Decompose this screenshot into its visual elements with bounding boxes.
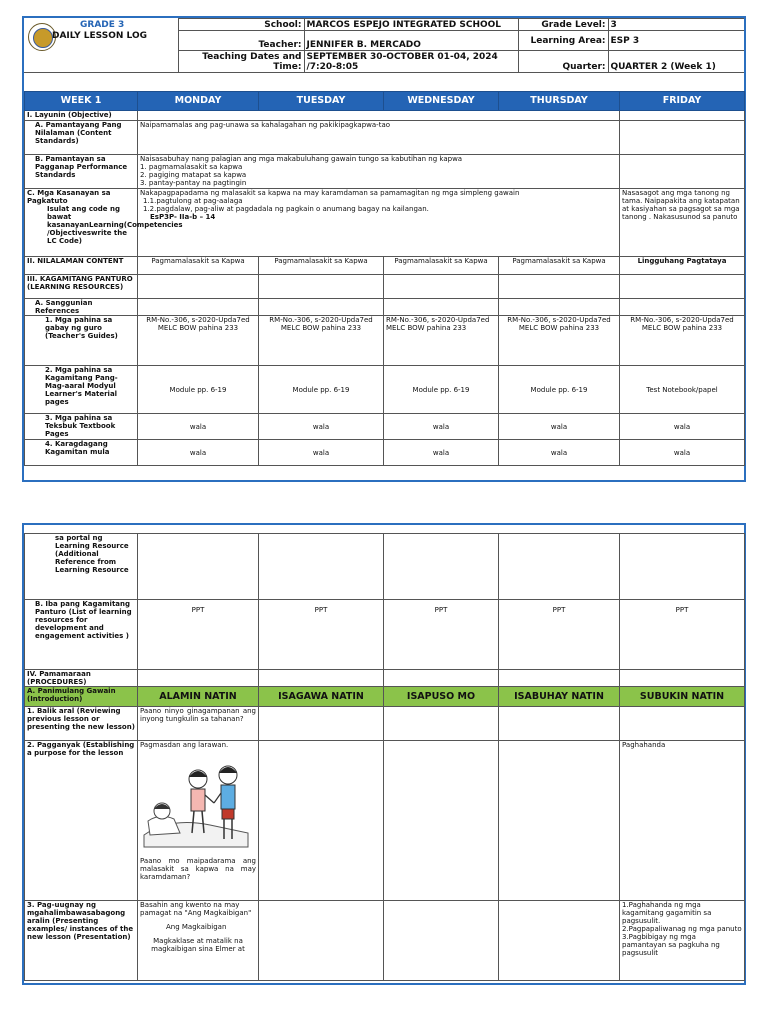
procedures-label: IV. Pamamaraan (PROCEDURES) <box>25 670 138 687</box>
learners-material-wednesday: Module pp. 6-19 <box>384 366 499 414</box>
thursday-header: THURSDAY <box>499 92 620 111</box>
additional-thursday: wala <box>499 440 620 466</box>
lesson-log-page-2 <box>22 523 746 985</box>
teachers-guide-tuesday: RM-No.-306, s-2020-Upda7ed MELC BOW pahina 233 <box>259 316 384 366</box>
competencies-text: Nakapagpapadama ng malasakit sa kapwa na may karamdaman sa pamamagitan ng mga simpleng gawain <box>140 189 520 197</box>
school-value: MARCOS ESPEJO INTEGRATED SCHOOL <box>304 19 518 31</box>
presentation-friday-item: 3.Pagbibigay ng mga pamantayan sa pagkuha ng pagsusulit <box>622 933 720 957</box>
additional-monday: wala <box>138 440 259 466</box>
teachers-guide-wednesday: RM-No.-306, s-2020-Upda7ed MELC BOW pahina 233 <box>384 316 499 366</box>
dates-label: Teaching Dates and Time: <box>178 51 304 73</box>
performance-item: 3. pantay-pantay na pagtingin <box>140 179 247 187</box>
motivation-friday: Paghahanda <box>620 741 745 901</box>
competencies-sub: Isulat ang code ng bawat kasanayanLearning(Competencies /Objectiveswrite the LC Code) <box>47 205 183 245</box>
content-standards-text: Naipamamalas ang pag-unawa sa kahalagahan ng pakikipagkapwa-tao <box>138 121 620 155</box>
resources-label: III. KAGAMITANG PANTURO (LEARNING RESOURCES) <box>25 275 138 299</box>
performance-item: 1. pagmamalasakit sa kapwa <box>140 163 243 171</box>
story-title: Ang Magkaibigan <box>166 923 227 931</box>
performance-item: 2. pagiging matapat sa kapwa <box>140 171 247 179</box>
title-cell <box>24 19 178 73</box>
teachers-guide-thursday: RM-No.-306, s-2020-Upda7ed MELC BOW pahina 233 <box>499 316 620 366</box>
performance-standards-text: Naisasabuhay nang palagian ang mga makabuluhang gawain tungo sa kabutihan ng kapwa <box>140 155 463 163</box>
learning-area-label: Learning Area: <box>518 31 608 51</box>
lesson-table-page-2 <box>24 533 745 981</box>
competencies-label: C. Mga Kasanayan sa Pagkatuto <box>27 189 111 205</box>
presentation-friday <box>620 901 745 981</box>
content-friday: Lingguhang Pagtataya <box>620 257 745 275</box>
teacher-value: JENNIFER B. MERCADO <box>304 31 518 51</box>
grade-title: GRADE 3 <box>80 19 125 30</box>
learners-material-friday: Test Notebook/papel <box>620 366 745 414</box>
content-thursday: Pagmamalasakit sa Kapwa <box>499 257 620 275</box>
review-monday: Paano ninyo ginagampanan ang inyong tungkulin sa tahanan? <box>138 707 259 741</box>
competencies-item: 1.1.pagtulong at pag-aalaga <box>143 197 243 205</box>
presentation-instruction: Basahin ang kwento na may pamagat na "Ang Magkaibigan" <box>140 901 252 917</box>
teachers-guide-monday: RM-No.-306, s-2020-Upda7ed MELC BOW pahina 233 <box>138 316 259 366</box>
content-wednesday: Pagmamalasakit sa Kapwa <box>384 257 499 275</box>
friday-header: FRIDAY <box>620 92 745 111</box>
learning-area-value: ESP 3 <box>608 31 744 51</box>
other-resources-thursday: PPT <box>499 600 620 670</box>
teachers-guide-friday: RM-No.-306, s-2020-Upda7ed MELC BOW pahina 233 <box>620 316 745 366</box>
presentation-label: 3. Pag-uugnay ng mgahalimbawasabagong aralin (Presenting examples/ instances of the new lesson (Presentation) <box>25 901 138 981</box>
textbook-friday: wala <box>620 414 745 440</box>
sick-friend-illustration <box>140 755 252 851</box>
introduction-label: A. Panimulang Gawain (Introduction) <box>25 687 138 707</box>
learners-material-thursday: Module pp. 6-19 <box>499 366 620 414</box>
additional-materials-cont: sa portal ng Learning Resource (Additional Reference from Learning Resource <box>25 534 138 600</box>
motivation-question: Paano mo maipadarama ang malasakit sa kapwa na may karamdaman? <box>140 857 256 881</box>
grade-level-label: Grade Level: <box>518 19 608 31</box>
competency-code: EsP3P- IIa-b – 14 <box>150 213 216 221</box>
other-resources-wednesday: PPT <box>384 600 499 670</box>
presentation-monday <box>138 901 259 981</box>
alamin-natin-header: ALAMIN NATIN <box>138 687 259 707</box>
competencies-friday: Nasasagot ang mga tanong ng tama. Naipapakita ang katapatan at kasiyahan sa pagsagot sa mga tanong . Nakasusunod sa panuto <box>620 189 745 257</box>
textbook-pages-label: 3. Mga pahina sa Teksbuk Textbook Pages <box>25 414 138 440</box>
lesson-log-page-1 <box>22 16 746 482</box>
content-monday: Pagmamalasakit sa Kapwa <box>138 257 259 275</box>
additional-wednesday: wala <box>384 440 499 466</box>
learners-material-label: 2. Mga pahina sa Kagamitang Pang-Mag-aaral Modyul Learner's Material pages <box>25 366 138 414</box>
motivation-label: 2. Pagganyak (Establishing a purpose for the lesson <box>25 741 138 901</box>
other-resources-monday: PPT <box>138 600 259 670</box>
motivation-instruction: Pagmasdan ang larawan. <box>140 741 229 749</box>
competencies-text-cell <box>138 189 620 257</box>
content-label: II. NILALAMAN CONTENT <box>25 257 138 275</box>
school-label: School: <box>178 19 304 31</box>
additional-tuesday: wala <box>259 440 384 466</box>
subukin-natin-header: SUBUKIN NATIN <box>620 687 745 707</box>
tuesday-header: TUESDAY <box>259 92 384 111</box>
story-text: Magkaklase at matalik na magkaibigan sina Elmer at <box>151 937 245 953</box>
competencies-item: 1.2.pagdalaw, pag-aliw at pagdadala ng pagkain o anumang bagay na kailangan. <box>143 205 429 213</box>
content-standards-label: A. Pamantayang Pang Nilalaman (Content Standards) <box>25 121 138 155</box>
isabuhay-natin-header: ISABUHAY NATIN <box>499 687 620 707</box>
learners-material-tuesday: Module pp. 6-19 <box>259 366 384 414</box>
textbook-tuesday: wala <box>259 414 384 440</box>
monday-header: MONDAY <box>138 92 259 111</box>
additional-materials-label: 4. Karagdagang Kagamitan mula <box>25 440 138 466</box>
textbook-thursday: wala <box>499 414 620 440</box>
learners-material-monday: Module pp. 6-19 <box>138 366 259 414</box>
performance-standards-cell <box>138 155 620 189</box>
wednesday-header: WEDNESDAY <box>384 92 499 111</box>
quarter-value: QUARTER 2 (Week 1) <box>608 51 744 73</box>
isagawa-natin-header: ISAGAWA NATIN <box>259 687 384 707</box>
content-tuesday: Pagmamalasakit sa Kapwa <box>259 257 384 275</box>
isapuso-mo-header: ISAPUSO MO <box>384 687 499 707</box>
objective-heading: I. Layunin (Objective) <box>25 111 138 121</box>
performance-standards-label: B. Pamantayan sa Pagganap Performance Standards <box>25 155 138 189</box>
textbook-wednesday: wala <box>384 414 499 440</box>
grade-level-value: 3 <box>608 19 744 31</box>
teachers-guide-label: 1. Mga pahina sa gabay ng guro (Teacher's Guides) <box>25 316 138 366</box>
lesson-table-page-1 <box>24 91 745 466</box>
document-title: DAILY LESSON LOG <box>52 30 147 41</box>
quarter-label: Quarter: <box>518 51 608 73</box>
motivation-monday <box>138 741 259 901</box>
header-table <box>24 18 744 73</box>
other-resources-friday: PPT <box>620 600 745 670</box>
week-header: WEEK 1 <box>25 92 138 111</box>
teacher-label: Teacher: <box>178 31 304 51</box>
references-label: A. Sanggunian References <box>25 299 138 316</box>
other-resources-tuesday: PPT <box>259 600 384 670</box>
additional-friday: wala <box>620 440 745 466</box>
other-resources-label: B. Iba pang Kagamitang Panturo (List of learning resources for development and engagement activities ) <box>25 600 138 670</box>
presentation-friday-item: 1.Paghahanda ng mga kagamitang gagamitin sa pagsusulit. <box>622 901 712 925</box>
presentation-friday-item: 2.Pagpapaliwanag ng mga panuto <box>622 925 742 933</box>
review-label: 1. Balik aral (Reviewing previous lesson or presenting the new lesson) <box>25 707 138 741</box>
textbook-monday: wala <box>138 414 259 440</box>
dates-value: SEPTEMBER 30-OCTOBER 01-04, 2024 /7:20-8:05 <box>304 51 518 73</box>
